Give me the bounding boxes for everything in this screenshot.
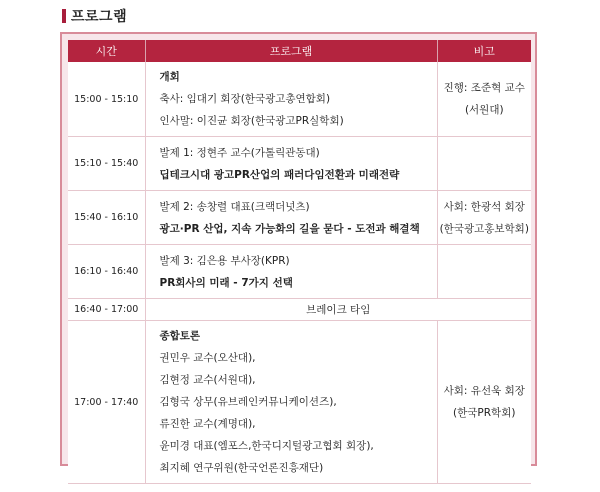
note-cell [437,191,531,245]
talk-title: 딥테크시대 광고PR산업의 패러다임전환과 미래전략 [159,168,400,181]
panelist-line: 윤미경 대표(엠포스,한국디지털광고협회 회장), [159,440,374,452]
program-cell [145,245,437,299]
table-row [68,191,531,245]
section-title: 프로그램 [71,9,128,25]
table-row [68,62,531,137]
program-line: 발제 2: 송창렬 대표(크랙더넛츠) [159,200,310,213]
panelist-line: 권민우 교수(오산대), [159,352,256,364]
note-line: (한국광고홍보학회) [439,222,529,235]
break-cell: 브레이크 타임 [145,299,531,321]
program-line: 인사말: 이진균 회장(한국광고PR실학회) [159,115,344,127]
note-cell [437,321,531,484]
note-line: (서원대) [464,104,504,116]
time-cell: 15:10 - 15:40 [68,137,145,191]
program-title: 개회 [159,71,180,83]
note-cell-empty [437,245,531,299]
note-line: 사회: 한광석 회장 [443,200,525,213]
table-header-row [68,40,531,62]
column-header-note: 비고 [437,40,531,62]
talk-title: 광고·PR 산업, 지속 가능화의 길을 묻다 - 도전과 해결책 [159,222,420,235]
note-line: 진행: 조준혁 교수 [443,82,525,94]
program-line: 발제 3: 김은용 부사장(KPR) [159,254,290,267]
table-row [68,137,531,191]
time-cell: 15:40 - 16:10 [68,191,145,245]
program-title: 종합토론 [159,330,201,342]
program-table [68,40,531,484]
program-line: 축사: 임대기 회장(한국광고총연합회) [159,93,331,105]
program-line: 발제 1: 정현주 교수(가톨릭관동대) [159,146,320,159]
time-cell: 15:00 - 15:10 [68,62,145,137]
heading-accent-bar [62,9,66,23]
section-heading [62,6,127,26]
time-cell: 16:40 - 17:00 [68,299,145,321]
table-row-break [68,299,531,321]
panelist-line: 김현정 교수(서원대), [159,374,256,386]
note-cell-empty [437,137,531,191]
panelist-line: 김형국 상무(유브레인커뮤니케이션즈), [159,396,337,408]
note-cell [437,62,531,137]
note-line: (한국PR학회) [453,407,516,419]
program-cell [145,62,437,137]
program-cell [145,321,437,484]
table-row [68,321,531,484]
talk-title: PR회사의 미래 - 7가지 선택 [159,276,293,289]
time-cell: 17:00 - 17:40 [68,321,145,484]
panelist-line: 류진한 교수(계명대), [159,418,256,430]
panelist-line: 최지혜 연구위원(한국언론진흥재단) [159,462,324,474]
program-cell [145,191,437,245]
note-line: 사회: 유선욱 회장 [443,385,525,397]
time-cell: 16:10 - 16:40 [68,245,145,299]
column-header-time: 시간 [68,40,145,62]
program-table-frame [60,32,537,474]
table-row [68,245,531,299]
column-header-program: 프로그램 [145,40,437,62]
program-cell [145,137,437,191]
